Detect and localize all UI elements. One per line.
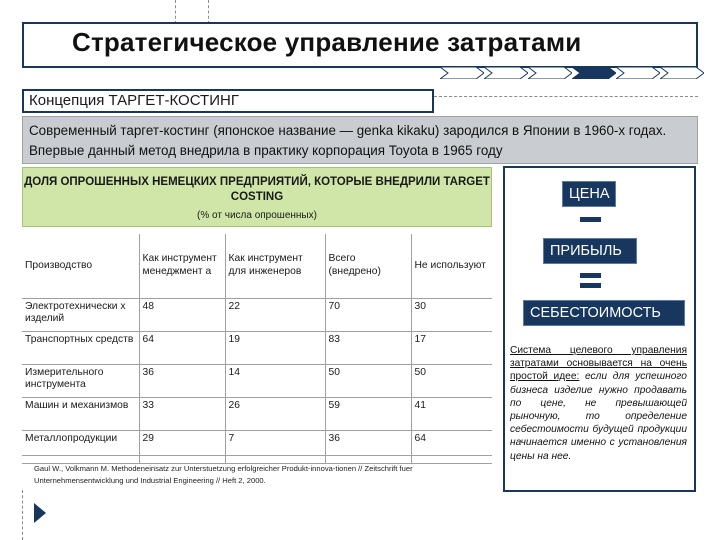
play-triangle-icon bbox=[33, 502, 47, 524]
table-cell: 50 bbox=[325, 364, 411, 397]
column-header: Не используют bbox=[411, 234, 492, 298]
explanation-lead: Система целевого управления затратами основывается на очень простой идее: bbox=[510, 345, 687, 383]
table-header-row bbox=[22, 234, 492, 298]
table-cell: 36 bbox=[325, 430, 411, 463]
concept-divider bbox=[434, 96, 698, 97]
table-cell: 48 bbox=[139, 298, 225, 331]
column-header: Всего (внедрено) bbox=[325, 234, 411, 298]
table-cell: 19 bbox=[225, 331, 325, 364]
guide-line-vertical-right bbox=[208, 0, 209, 24]
table-cell: Машин и механизмов bbox=[22, 397, 139, 430]
page-title: Стратегическое управление затратами bbox=[72, 27, 582, 57]
concept-label: Концепция ТАРГЕТ-КОСТИНГ bbox=[22, 89, 434, 113]
table-cell: 70 bbox=[325, 298, 411, 331]
minus-sign-icon bbox=[580, 217, 601, 222]
table-cell: 26 bbox=[225, 397, 325, 430]
table-cell: 64 bbox=[411, 430, 492, 463]
table-row bbox=[22, 364, 492, 397]
chevron-right-icon bbox=[528, 67, 572, 79]
table-cell: 22 bbox=[225, 298, 325, 331]
table-cell: Металлопродукции bbox=[22, 430, 139, 463]
table-cell: 29 bbox=[139, 430, 225, 463]
cost-label: СЕБЕСТОИМОСТЬ bbox=[523, 300, 685, 326]
table-row bbox=[22, 397, 492, 430]
chevron-right-icon bbox=[440, 67, 484, 79]
table-cell: 83 bbox=[325, 331, 411, 364]
survey-table bbox=[22, 234, 492, 464]
table-row bbox=[22, 298, 492, 331]
column-header: Как инструмент менеджмент а bbox=[139, 234, 225, 298]
chevron-right-icon bbox=[616, 67, 660, 79]
table-cell: Транспортных средств bbox=[22, 331, 139, 364]
table-cell: 41 bbox=[411, 397, 492, 430]
equals-sign-icon-top bbox=[580, 273, 601, 278]
profit-label: ПРИБЫЛЬ bbox=[543, 238, 637, 264]
column-header: Производство bbox=[22, 234, 139, 298]
table-cell: 50 bbox=[411, 364, 492, 397]
guide-line-vertical-bottom bbox=[22, 490, 23, 540]
table-cell: 64 bbox=[139, 331, 225, 364]
table-cell: Электротехнически х изделий bbox=[22, 298, 139, 331]
table-cell: 7 bbox=[225, 430, 325, 463]
table-cell: 30 bbox=[411, 298, 492, 331]
chevron-right-icon bbox=[484, 67, 528, 79]
table-cell: 17 bbox=[411, 331, 492, 364]
table-source: Gaul W., Volkmann M. Methodeneinsatz zur Unterstuetzung erfolgreicher Produkt-innova-tionen // Zeitschrift fuer Unternehmensentwicklung und Industrial Engineering // Heft 2, 2000. bbox=[22, 455, 492, 491]
table-title: ДОЛЯ ОПРОШЕННЫХ НЕМЕЦКИХ ПРЕДПРИЯТИЙ, КОТОРЫЕ ВНЕДРИЛИ TARGET COSTING bbox=[24, 176, 490, 203]
column-header: Как инструмент для инженеров bbox=[225, 234, 325, 298]
intro-text: Современный таргет-костинг (японское название — genka kikaku) зародился в Японии в 1960-х годах. Впервые данный метод внедрила в практику корпорация Toyota в 1965 году bbox=[22, 116, 698, 164]
table-cell: 36 bbox=[139, 364, 225, 397]
chevron-right-icon bbox=[660, 67, 704, 79]
table-subtitle: (% от числа опрошенных) bbox=[197, 210, 317, 221]
progress-chevrons bbox=[440, 67, 704, 79]
explanation-body: если для успешного бизнеса изделие нужно продавать по цене, не превышающей рыночную, то определение себестоимости будущей продукции начинается именно с установления цены на нее. bbox=[510, 371, 687, 462]
table-header bbox=[22, 167, 492, 227]
equals-sign-icon-bottom bbox=[580, 283, 601, 288]
guide-line-vertical-left bbox=[175, 0, 176, 24]
chevron-right-icon-active bbox=[572, 67, 616, 79]
table-cell: Измерительного инструмента bbox=[22, 364, 139, 397]
table-cell: 59 bbox=[325, 397, 411, 430]
table-cell: 33 bbox=[139, 397, 225, 430]
table-row bbox=[22, 331, 492, 364]
price-label: ЦЕНА bbox=[562, 181, 616, 207]
table-cell: 14 bbox=[225, 364, 325, 397]
explanation-text bbox=[510, 344, 687, 463]
